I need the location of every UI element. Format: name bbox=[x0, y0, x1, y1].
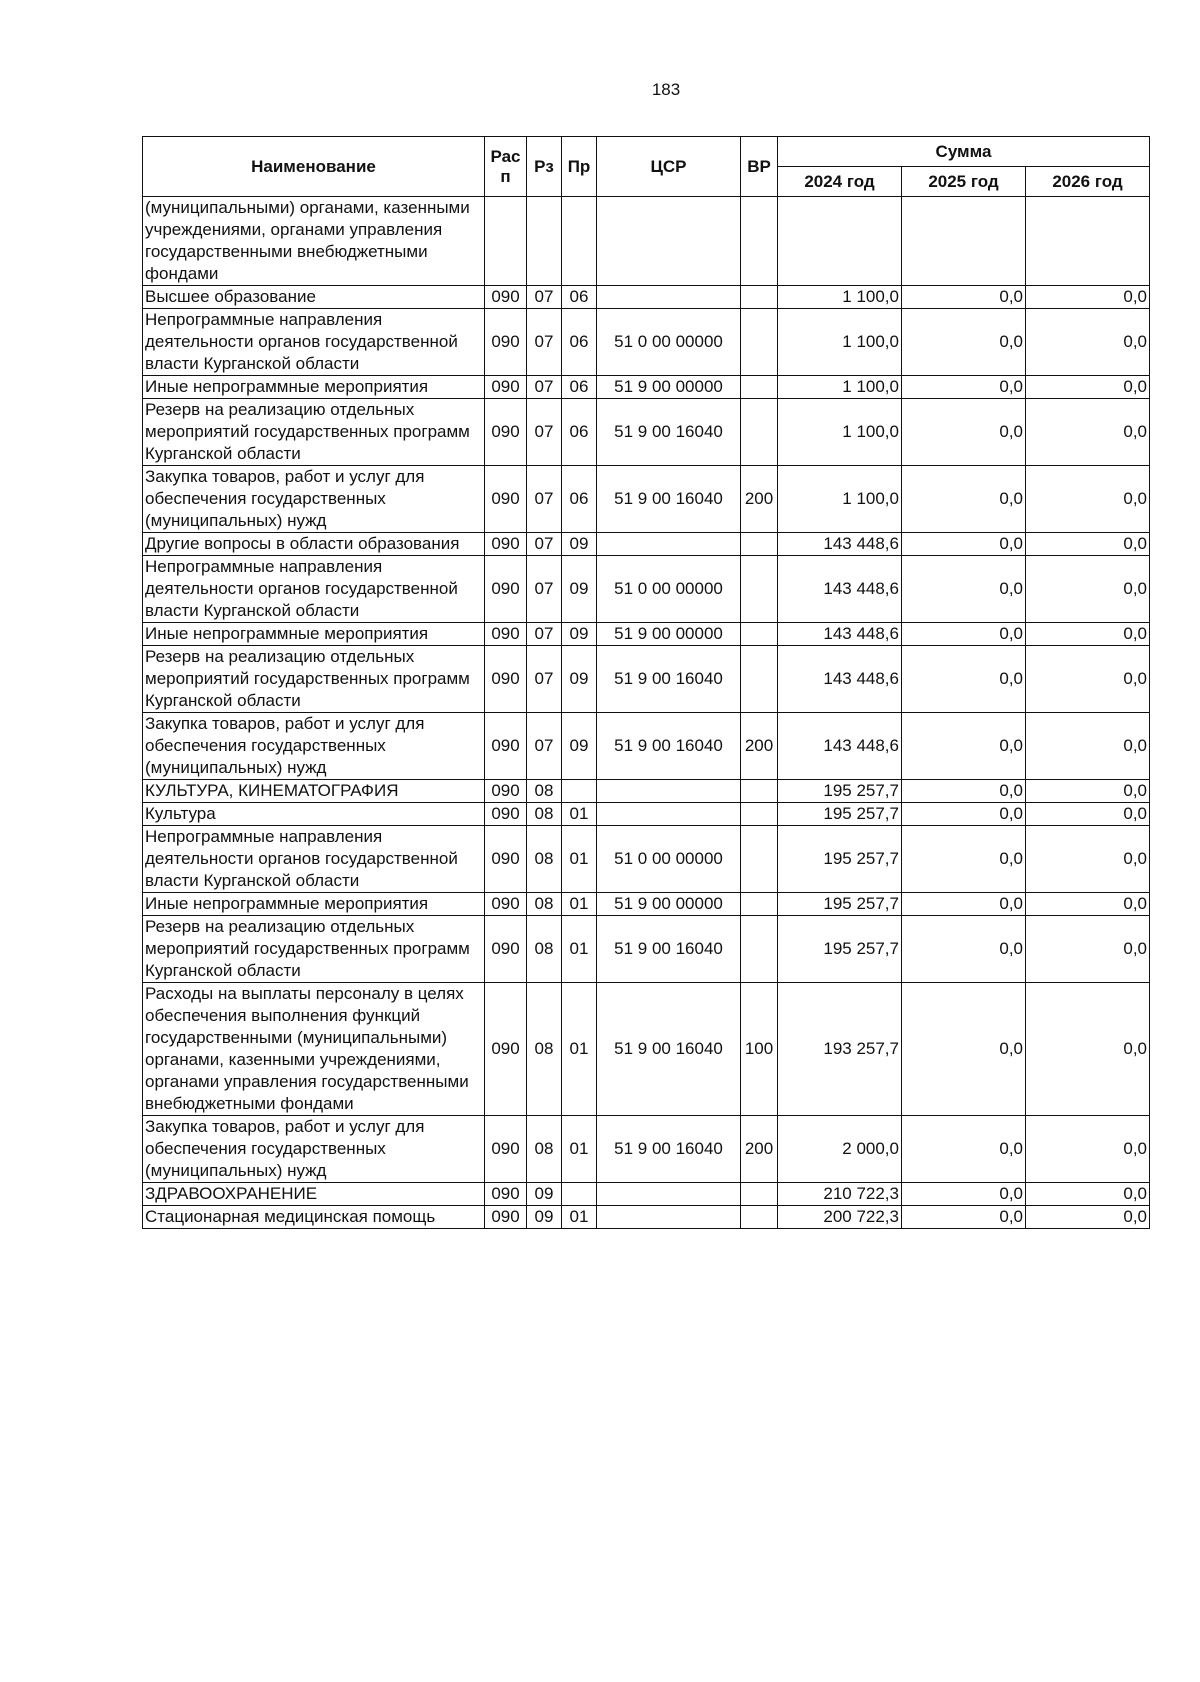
row-sum-2026: 0,0 bbox=[1026, 893, 1150, 916]
row-sum-2025: 0,0 bbox=[902, 466, 1026, 533]
row-rz: 07 bbox=[527, 466, 562, 533]
row-pr: 06 bbox=[562, 466, 597, 533]
header-rasp: Рас п bbox=[485, 137, 527, 197]
row-rz: 08 bbox=[527, 826, 562, 893]
row-name: Непрограммные направления деятельности органов государственной власти Курганской области bbox=[143, 309, 485, 376]
row-csr bbox=[597, 1183, 741, 1206]
row-csr: 51 9 00 16040 bbox=[597, 713, 741, 780]
row-rasp: 090 bbox=[485, 466, 527, 533]
row-pr: 06 bbox=[562, 309, 597, 376]
row-rasp: 090 bbox=[485, 780, 527, 803]
row-csr bbox=[597, 780, 741, 803]
row-rasp: 090 bbox=[485, 376, 527, 399]
row-sum-2025: 0,0 bbox=[902, 399, 1026, 466]
row-csr: 51 9 00 00000 bbox=[597, 623, 741, 646]
row-name: Высшее образование bbox=[143, 286, 485, 309]
row-rasp: 090 bbox=[485, 533, 527, 556]
header-name: Наименование bbox=[143, 137, 485, 197]
row-sum-2026: 0,0 bbox=[1026, 803, 1150, 826]
row-pr: 01 bbox=[562, 803, 597, 826]
row-sum-2026: 0,0 bbox=[1026, 1116, 1150, 1183]
page-number: 183 bbox=[651, 80, 681, 99]
row-sum-2024: 195 257,7 bbox=[778, 803, 902, 826]
row-rz: 07 bbox=[527, 309, 562, 376]
row-pr: 01 bbox=[562, 983, 597, 1116]
row-sum-2024: 143 448,6 bbox=[778, 646, 902, 713]
header-vr: ВР bbox=[741, 137, 778, 197]
row-sum-2024: 200 722,3 bbox=[778, 1206, 902, 1229]
row-pr: 01 bbox=[562, 1206, 597, 1229]
row-rasp: 090 bbox=[485, 399, 527, 466]
row-rz: 07 bbox=[527, 376, 562, 399]
row-rasp: 090 bbox=[485, 309, 527, 376]
row-name: Стационарная медицинская помощь bbox=[143, 1206, 485, 1229]
row-sum-2026: 0,0 bbox=[1026, 1206, 1150, 1229]
row-csr: 51 9 00 16040 bbox=[597, 983, 741, 1116]
row-csr bbox=[597, 533, 741, 556]
row-sum-2024: 210 722,3 bbox=[778, 1183, 902, 1206]
row-sum-2025: 0,0 bbox=[902, 533, 1026, 556]
row-vr bbox=[741, 893, 778, 916]
row-csr: 51 0 00 00000 bbox=[597, 556, 741, 623]
row-sum-2025: 0,0 bbox=[902, 713, 1026, 780]
row-vr bbox=[741, 826, 778, 893]
row-vr bbox=[741, 533, 778, 556]
row-rasp: 090 bbox=[485, 713, 527, 780]
row-rz: 08 bbox=[527, 983, 562, 1116]
row-rz: 07 bbox=[527, 556, 562, 623]
row-vr: 200 bbox=[741, 713, 778, 780]
row-sum-2024: 2 000,0 bbox=[778, 1116, 902, 1183]
row-vr bbox=[741, 916, 778, 983]
row-pr: 09 bbox=[562, 646, 597, 713]
row-rz: 07 bbox=[527, 533, 562, 556]
row-sum-2026: 0,0 bbox=[1026, 286, 1150, 309]
row-sum-2025: 0,0 bbox=[902, 286, 1026, 309]
header-csr: ЦСР bbox=[597, 137, 741, 197]
row-sum-2024 bbox=[778, 197, 902, 286]
row-sum-2025: 0,0 bbox=[902, 1206, 1026, 1229]
row-sum-2025: 0,0 bbox=[902, 826, 1026, 893]
row-rasp: 090 bbox=[485, 1116, 527, 1183]
row-rz: 08 bbox=[527, 803, 562, 826]
header-year-2026: 2026 год bbox=[1026, 167, 1150, 197]
row-vr bbox=[741, 780, 778, 803]
row-sum-2026: 0,0 bbox=[1026, 1183, 1150, 1206]
row-name: Другие вопросы в области образования bbox=[143, 533, 485, 556]
row-name: Иные непрограммные мероприятия bbox=[143, 623, 485, 646]
row-sum-2024: 143 448,6 bbox=[778, 713, 902, 780]
row-rasp: 090 bbox=[485, 893, 527, 916]
header-pr: Пр bbox=[562, 137, 597, 197]
row-rz: 07 bbox=[527, 399, 562, 466]
row-name: Иные непрограммные мероприятия bbox=[143, 893, 485, 916]
row-rasp: 090 bbox=[485, 983, 527, 1116]
row-name: КУЛЬТУРА, КИНЕМАТОГРАФИЯ bbox=[143, 780, 485, 803]
budget-table bbox=[142, 136, 1150, 1229]
row-vr bbox=[741, 309, 778, 376]
row-vr bbox=[741, 1183, 778, 1206]
row-sum-2026: 0,0 bbox=[1026, 646, 1150, 713]
row-name: Резерв на реализацию отдельных мероприятий государственных программ Курганской области bbox=[143, 399, 485, 466]
row-csr: 51 9 00 16040 bbox=[597, 1116, 741, 1183]
row-csr: 51 0 00 00000 bbox=[597, 309, 741, 376]
row-pr bbox=[562, 1183, 597, 1206]
row-rz: 08 bbox=[527, 893, 562, 916]
row-pr: 09 bbox=[562, 533, 597, 556]
row-sum-2024: 143 448,6 bbox=[778, 533, 902, 556]
row-sum-2025: 0,0 bbox=[902, 556, 1026, 623]
header-year-2025: 2025 год bbox=[902, 167, 1026, 197]
row-vr bbox=[741, 556, 778, 623]
header-rz: Рз bbox=[527, 137, 562, 197]
row-sum-2025: 0,0 bbox=[902, 309, 1026, 376]
row-sum-2024: 1 100,0 bbox=[778, 309, 902, 376]
row-sum-2025: 0,0 bbox=[902, 376, 1026, 399]
row-vr: 200 bbox=[741, 466, 778, 533]
row-sum-2024: 195 257,7 bbox=[778, 780, 902, 803]
row-sum-2025: 0,0 bbox=[902, 1116, 1026, 1183]
row-name: Непрограммные направления деятельности органов государственной власти Курганской области bbox=[143, 556, 485, 623]
row-rz: 07 bbox=[527, 646, 562, 713]
row-pr: 01 bbox=[562, 893, 597, 916]
row-rz: 08 bbox=[527, 1116, 562, 1183]
row-rasp: 090 bbox=[485, 286, 527, 309]
row-name: Закупка товаров, работ и услуг для обеспечения государственных (муниципальных) нужд bbox=[143, 466, 485, 533]
row-rz: 08 bbox=[527, 916, 562, 983]
row-sum-2026: 0,0 bbox=[1026, 376, 1150, 399]
row-sum-2025: 0,0 bbox=[902, 623, 1026, 646]
row-rasp: 090 bbox=[485, 1206, 527, 1229]
row-rz: 09 bbox=[527, 1206, 562, 1229]
row-rz: 07 bbox=[527, 623, 562, 646]
row-name: Культура bbox=[143, 803, 485, 826]
row-sum-2024: 1 100,0 bbox=[778, 376, 902, 399]
row-rasp: 090 bbox=[485, 803, 527, 826]
row-sum-2024: 1 100,0 bbox=[778, 466, 902, 533]
row-name: Резерв на реализацию отдельных мероприятий государственных программ Курганской области bbox=[143, 646, 485, 713]
header-sum: Сумма bbox=[778, 137, 1150, 167]
row-pr bbox=[562, 197, 597, 286]
row-sum-2025 bbox=[902, 197, 1026, 286]
row-sum-2024: 195 257,7 bbox=[778, 916, 902, 983]
row-rasp: 090 bbox=[485, 623, 527, 646]
row-name: Расходы на выплаты персоналу в целях обеспечения выполнения функций государственными (муниципальными) органами, казенными учреждениями, органами управления государственными внебюджетными фондами bbox=[143, 983, 485, 1116]
row-sum-2026: 0,0 bbox=[1026, 623, 1150, 646]
row-vr bbox=[741, 1206, 778, 1229]
row-csr: 51 9 00 00000 bbox=[597, 893, 741, 916]
row-csr bbox=[597, 1206, 741, 1229]
row-sum-2025: 0,0 bbox=[902, 916, 1026, 983]
row-sum-2026: 0,0 bbox=[1026, 399, 1150, 466]
row-name: Непрограммные направления деятельности органов государственной власти Курганской области bbox=[143, 826, 485, 893]
row-name: Иные непрограммные мероприятия bbox=[143, 376, 485, 399]
row-sum-2024: 193 257,7 bbox=[778, 983, 902, 1116]
row-csr: 51 9 00 16040 bbox=[597, 399, 741, 466]
row-pr: 09 bbox=[562, 556, 597, 623]
row-pr: 09 bbox=[562, 713, 597, 780]
row-vr: 200 bbox=[741, 1116, 778, 1183]
row-sum-2026: 0,0 bbox=[1026, 466, 1150, 533]
row-sum-2026: 0,0 bbox=[1026, 916, 1150, 983]
row-vr bbox=[741, 399, 778, 466]
row-csr bbox=[597, 197, 741, 286]
row-name: Закупка товаров, работ и услуг для обеспечения государственных (муниципальных) нужд bbox=[143, 713, 485, 780]
row-pr: 06 bbox=[562, 286, 597, 309]
row-csr: 51 9 00 16040 bbox=[597, 646, 741, 713]
row-rasp: 090 bbox=[485, 1183, 527, 1206]
row-rz: 07 bbox=[527, 713, 562, 780]
row-sum-2026: 0,0 bbox=[1026, 556, 1150, 623]
row-sum-2024: 195 257,7 bbox=[778, 893, 902, 916]
row-csr: 51 9 00 00000 bbox=[597, 376, 741, 399]
row-vr bbox=[741, 803, 778, 826]
row-name: (муниципальными) органами, казенными учреждениями, органами управления государственными внебюджетными фондами bbox=[143, 197, 485, 286]
row-rasp: 090 bbox=[485, 916, 527, 983]
row-rasp bbox=[485, 197, 527, 286]
row-sum-2026: 0,0 bbox=[1026, 826, 1150, 893]
row-vr bbox=[741, 286, 778, 309]
row-csr: 51 9 00 16040 bbox=[597, 466, 741, 533]
row-rasp: 090 bbox=[485, 826, 527, 893]
row-sum-2025: 0,0 bbox=[902, 803, 1026, 826]
row-sum-2026: 0,0 bbox=[1026, 309, 1150, 376]
row-sum-2024: 1 100,0 bbox=[778, 399, 902, 466]
row-pr: 01 bbox=[562, 916, 597, 983]
row-vr bbox=[741, 623, 778, 646]
row-sum-2025: 0,0 bbox=[902, 893, 1026, 916]
row-name: Закупка товаров, работ и услуг для обеспечения государственных (муниципальных) нужд bbox=[143, 1116, 485, 1183]
row-sum-2025: 0,0 bbox=[902, 780, 1026, 803]
row-sum-2026: 0,0 bbox=[1026, 713, 1150, 780]
row-sum-2024: 143 448,6 bbox=[778, 623, 902, 646]
row-vr bbox=[741, 376, 778, 399]
row-sum-2025: 0,0 bbox=[902, 1183, 1026, 1206]
row-rasp: 090 bbox=[485, 646, 527, 713]
row-sum-2024: 1 100,0 bbox=[778, 286, 902, 309]
row-sum-2024: 143 448,6 bbox=[778, 556, 902, 623]
row-sum-2026 bbox=[1026, 197, 1150, 286]
row-vr bbox=[741, 197, 778, 286]
row-csr bbox=[597, 803, 741, 826]
row-rz bbox=[527, 197, 562, 286]
row-csr: 51 0 00 00000 bbox=[597, 826, 741, 893]
row-sum-2025: 0,0 bbox=[902, 983, 1026, 1116]
row-rz: 08 bbox=[527, 780, 562, 803]
row-sum-2024: 195 257,7 bbox=[778, 826, 902, 893]
row-sum-2026: 0,0 bbox=[1026, 533, 1150, 556]
row-pr: 01 bbox=[562, 826, 597, 893]
row-pr: 06 bbox=[562, 376, 597, 399]
row-rasp: 090 bbox=[485, 556, 527, 623]
header-year-2024: 2024 год bbox=[778, 167, 902, 197]
row-pr bbox=[562, 780, 597, 803]
row-vr: 100 bbox=[741, 983, 778, 1116]
row-sum-2026: 0,0 bbox=[1026, 780, 1150, 803]
row-csr bbox=[597, 286, 741, 309]
row-pr: 06 bbox=[562, 399, 597, 466]
row-pr: 09 bbox=[562, 623, 597, 646]
row-rz: 07 bbox=[527, 286, 562, 309]
row-sum-2025: 0,0 bbox=[902, 646, 1026, 713]
row-pr: 01 bbox=[562, 1116, 597, 1183]
row-name: Резерв на реализацию отдельных мероприятий государственных программ Курганской области bbox=[143, 916, 485, 983]
row-csr: 51 9 00 16040 bbox=[597, 916, 741, 983]
row-vr bbox=[741, 646, 778, 713]
row-rz: 09 bbox=[527, 1183, 562, 1206]
row-name: ЗДРАВООХРАНЕНИЕ bbox=[143, 1183, 485, 1206]
row-sum-2026: 0,0 bbox=[1026, 983, 1150, 1116]
